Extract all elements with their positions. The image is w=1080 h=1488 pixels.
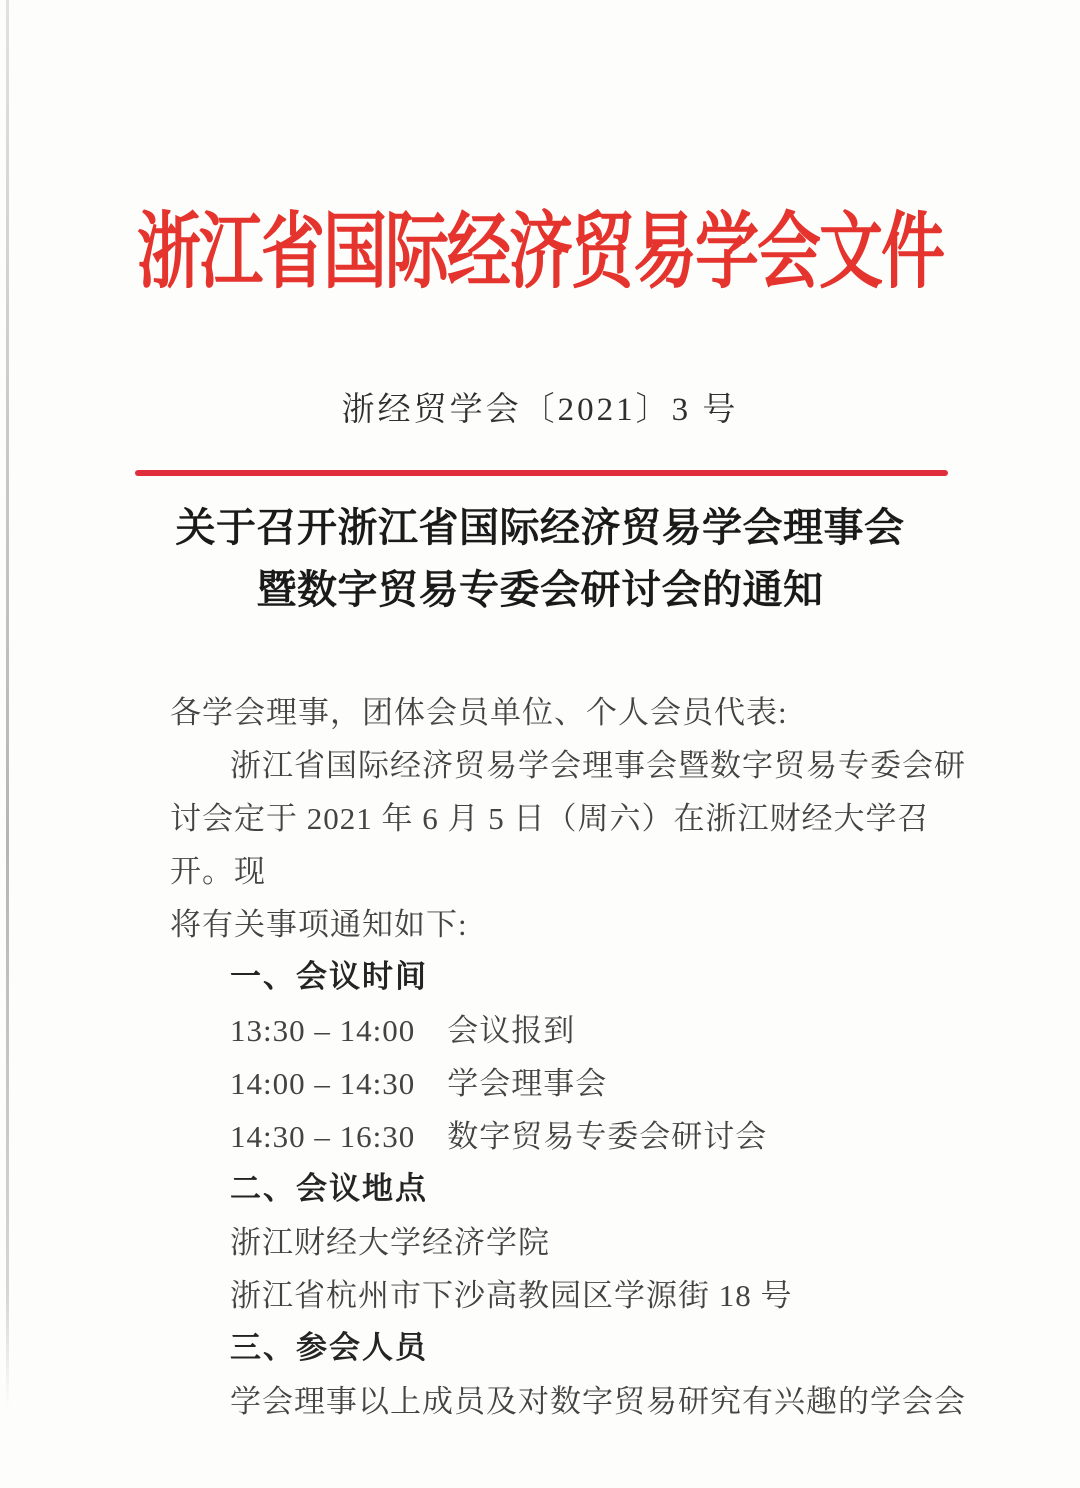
document-title [0,497,1080,621]
body-line: 浙江省杭州市下沙高教园区学源街 18 号 [230,1278,793,1313]
body-line: 浙江省国际经济贸易学会理事会暨数字贸易专委会研 [230,748,966,783]
document-body [170,686,970,1428]
body-line: 14:30 – 16:30 数字贸易专委会研讨会 [230,1119,768,1154]
document-title-line-2: 暨数字贸易专委会研讨会的通知 [256,567,824,612]
body-line: 14:00 – 14:30 学会理事会 [230,1066,608,1101]
body-line: 各学会理事，团体会员单位、个人会员代表: [170,695,788,730]
document-number: 浙经贸学会〔2021〕3 号 [341,392,739,428]
section-heading: 二、会议地点 [230,1171,428,1207]
body-line: 学会理事以上成员及对数字贸易研究有兴趣的学会会 [230,1384,966,1419]
red-separator-rule [135,470,948,476]
section-heading: 一、会议时间 [230,959,428,995]
body-line: 浙江财经大学经济学院 [230,1225,550,1260]
body-line: 13:30 – 14:00 会议报到 [230,1013,576,1048]
document-title-line-1: 关于召开浙江省国际经济贸易学会理事会 [175,505,905,550]
document-banner [0,206,1080,299]
body-line: 讨会定于 2021 年 6 月 5 日（周六）在浙江财经大学召开。现 [170,801,930,889]
body-line: 将有关事项通知如下: [170,907,468,942]
banner-title: 浙江省国际经济贸易学会文件 [137,206,943,299]
section-heading: 三、参会人员 [230,1330,428,1366]
